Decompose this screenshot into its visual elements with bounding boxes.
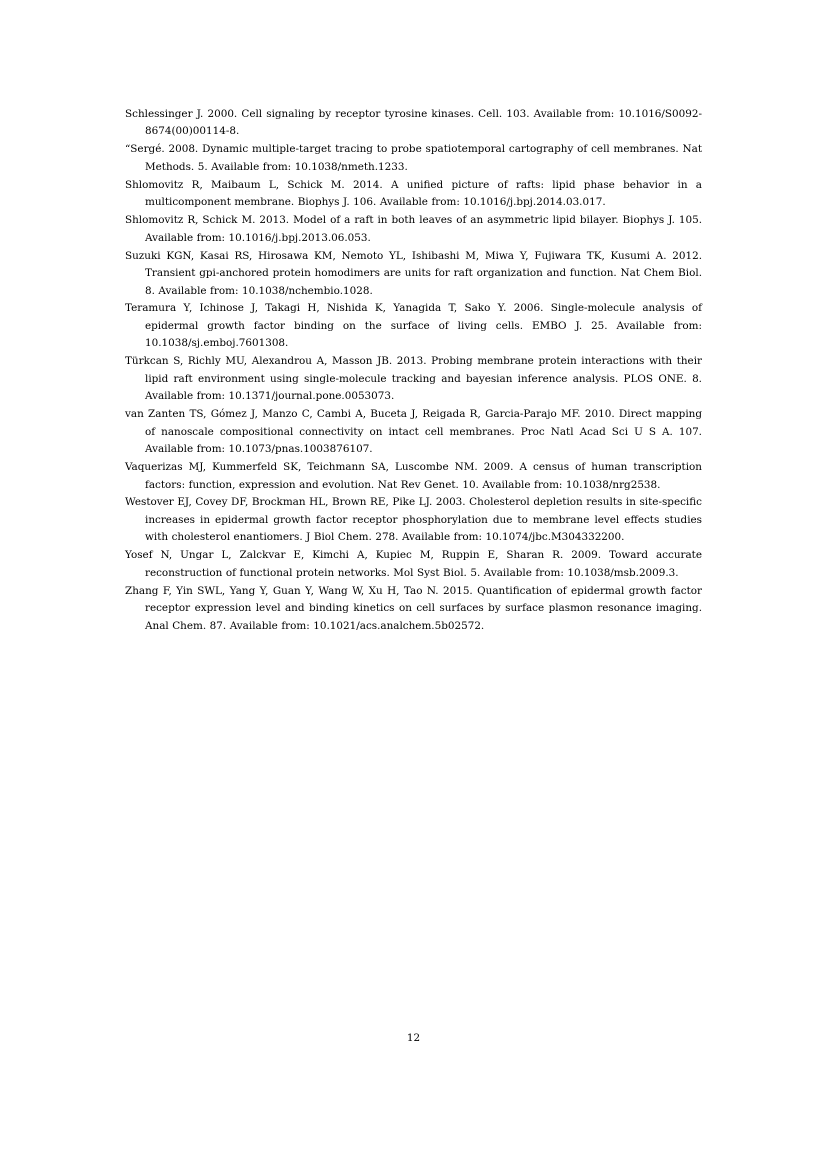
reference-entry: “Sergé. 2008. Dynamic multiple-target tracing to probe spatiotemporal cartography of cell membranes. Nat Methods. 5. Available from: 10.1038/nmeth.1233.: [125, 143, 702, 173]
reference-entry: van Zanten TS, Gómez J, Manzo C, Cambi A, Buceta J, Reigada R, Garcia-Parajo MF. 2010. Direct mapping of nanoscale compositional connectivity on intact cell membranes. Proc Natl Acad Sci U S A. 107. Available from: 10.1073/pnas.1003876107.: [125, 408, 702, 456]
reference-entry: Zhang F, Yin SWL, Yang Y, Guan Y, Wang W, Xu H, Tao N. 2015. Quantification of epidermal growth factor receptor expression level and binding kinetics on cell surfaces by surface plasmon resonance imaging. Anal Chem. 87. Available from: 10.1021/acs.analchem.5b02572.: [125, 584, 702, 632]
reference-entry: Shlomovitz R, Maibaum L, Schick M. 2014. A unified picture of rafts: lipid phase behavior in a multicomponent membrane. Biophys J. 106. Available from: 10.1016/j.bpj.2014.03.017.: [125, 178, 702, 209]
reference-entry: Türkcan S, Richly MU, Alexandrou A, Masson JB. 2013. Probing membrane protein interactions with their lipid raft environment using single-molecule tracking and bayesian inference analysis. PLOS ONE. 8. Available from: 10.1371/journal.pone.0053073.: [125, 355, 702, 403]
reference-entry: Yosef N, Ungar L, Zalckvar E, Kimchi A, Kupiec M, Ruppin E, Sharan R. 2009. Toward accurate reconstruction of functional protein networks. Mol Syst Biol. 5. Available from: 10.1038/msb.2009.3.: [125, 549, 702, 579]
reference-list: [125, 106, 702, 635]
reference-entry: Shlomovitz R, Schick M. 2013. Model of a raft in both leaves of an asymmetric lipid bilayer. Biophys J. 105. Available from: 10.1016/j.bpj.2013.06.053.: [125, 214, 702, 244]
reference-entry: Suzuki KGN, Kasai RS, Hirosawa KM, Nemoto YL, Ishibashi M, Miwa Y, Fujiwara TK, Kusumi A. 2012. Transient gpi-anchored protein homodimers are units for raft organization and function. Nat Chem Biol. 8. Available from: 10.1038/nchembio.1028.: [125, 249, 702, 297]
reference-entry: Schlessinger J. 2000. Cell signaling by receptor tyrosine kinases. Cell. 103. Available from: 10.1016/S0092-8674(00)00114-8.: [125, 108, 702, 138]
reference-entry: Vaquerizas MJ, Kummerfeld SK, Teichmann SA, Luscombe NM. 2009. A census of human transcription factors: function, expression and evolution. Nat Rev Genet. 10. Available from: 10.1038/nrg2538.: [125, 461, 702, 491]
reference-entry: Teramura Y, Ichinose J, Takagi H, Nishida K, Yanagida T, Sako Y. 2006. Single-molecule analysis of epidermal growth factor binding on the surface of living cells. EMBO J. 25. Available from: 10.1038/sj.emboj.7601308.: [125, 302, 702, 350]
page-number: 12: [406, 1032, 421, 1044]
reference-entry: Westover EJ, Covey DF, Brockman HL, Brown RE, Pike LJ. 2003. Cholesterol depletion results in site-specific increases in epidermal growth factor receptor phosphorylation due to membrane level effects studies with cholesterol enantiomers. J Biol Chem. 278. Available from: 10.1074/jbc.M304332200.: [125, 496, 702, 544]
